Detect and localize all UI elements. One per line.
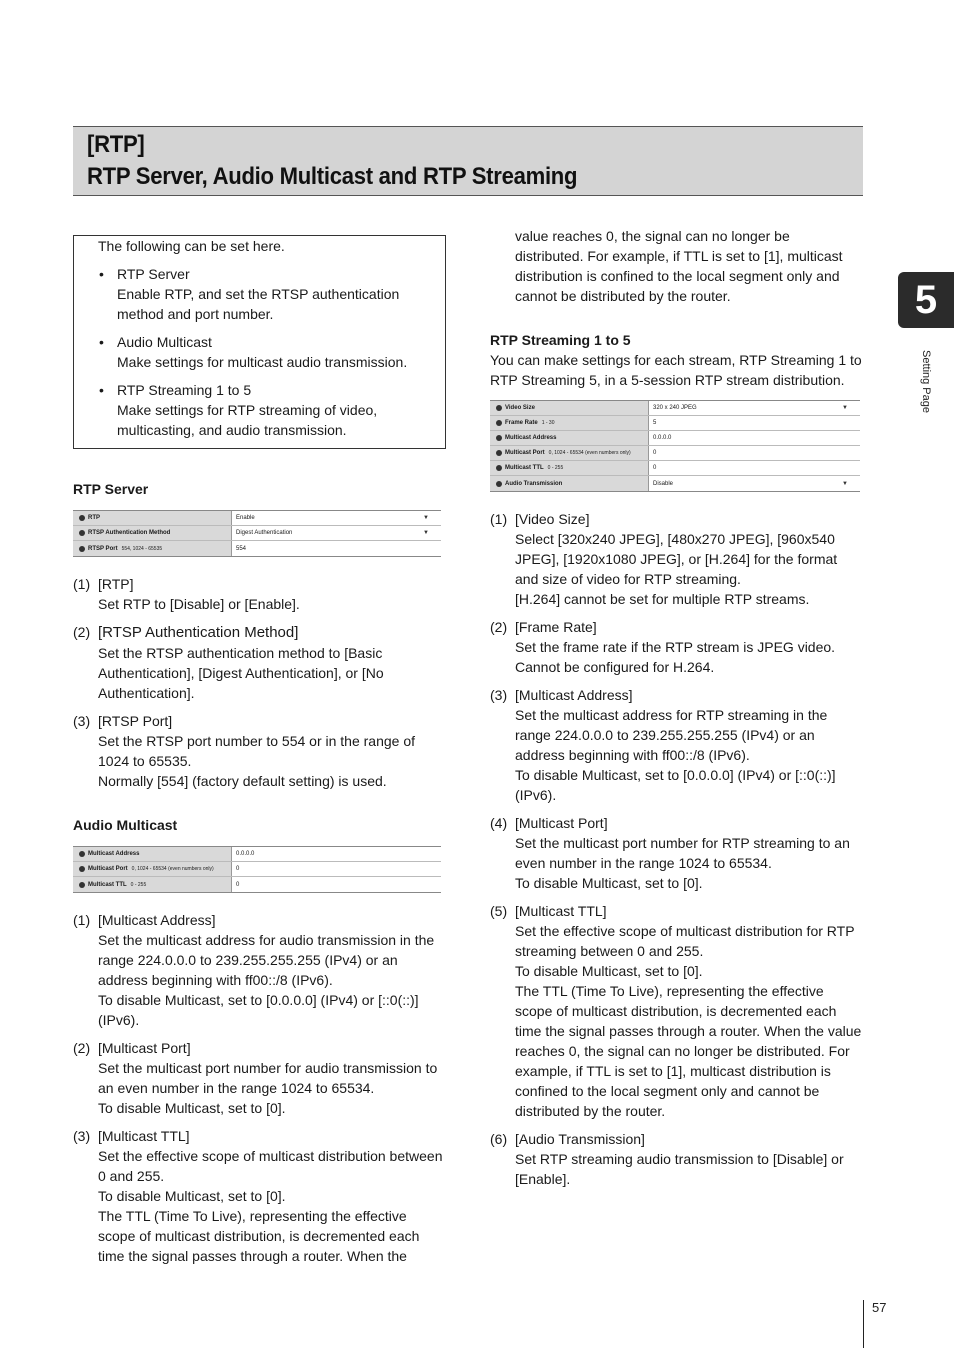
chevron-down-icon: ▼ — [842, 405, 848, 411]
help-icon — [496, 450, 502, 456]
help-icon — [496, 435, 502, 441]
table-row — [73, 526, 441, 541]
item-text: To disable Multicast, set to [0]. — [98, 1100, 286, 1116]
setting-key: Multicast Address — [505, 435, 557, 441]
item-head: [RTP] — [98, 576, 134, 592]
item-head: [RTSP Authentication Method] — [98, 624, 299, 641]
intro-item-head: Audio Multicast — [117, 334, 212, 350]
item-head: [Audio Transmission] — [515, 1131, 645, 1147]
item-text: Set RTP streaming audio transmission to [Disable] or [Enable]. — [515, 1151, 844, 1187]
left-column — [73, 235, 445, 1274]
rtp-server-items — [73, 574, 445, 791]
item-text: To disable Multicast, set to [0.0.0.0] (IPv4) or [::0(::)] (IPv6). — [98, 992, 419, 1028]
help-icon — [79, 851, 85, 857]
intro-item-text: Make settings for multicast audio transmission. — [117, 354, 408, 370]
item-text: Set the multicast address for audio transmission in the range 224.0.0.0 to 239.255.255.255 (IPv4) or an address beginning with ff00::/8 (IPv6). — [98, 932, 435, 988]
setting-key: Multicast Port — [505, 450, 545, 456]
rtp-streaming-items — [490, 509, 862, 1189]
rtp-server-heading: RTP Server — [73, 481, 149, 497]
rtsp-auth-select[interactable]: Digest Authentication ▼ — [231, 526, 441, 540]
item-head: [Multicast TTL] — [98, 1128, 190, 1144]
table-row — [73, 877, 441, 892]
multicast-ttl-input[interactable]: 0 — [231, 877, 441, 892]
item-text: Set the RTSP authentication method to [Basic Authentication], [Digest Authentication], or [No Authentication]. — [98, 645, 384, 701]
chevron-down-icon: ▼ — [423, 515, 429, 521]
table-row — [490, 461, 860, 476]
intro-item-text: Enable RTP, and set the RTSP authentication method and port number. — [117, 286, 400, 322]
item-text: Set the effective scope of multicast distribution for RTP streaming between 0 and 255. — [515, 923, 855, 959]
table-row — [490, 446, 860, 461]
setting-key: RTSP Port — [88, 545, 118, 552]
setting-key: Multicast Port — [88, 866, 128, 872]
item-text: Normally [554] (factory default setting) is used. — [98, 773, 387, 789]
right-column — [490, 226, 862, 1197]
setting-range: 0 - 255 — [130, 881, 147, 888]
setting-range: 0, 1024 - 65534 (even numbers only) — [131, 866, 214, 872]
intro-lead: The following can be set here. — [98, 238, 285, 254]
list-item: (3) [Multicast Address] Set the multicast address for RTP streaming in the range 224.0.0.0 to 239.255.255.255 (IPv4) or an address beginning with ff00::/8 (IPv6). To disable Multicast, set to [0.0.0.0] (IPv4) or [::0(::)] (IPv6). — [490, 687, 836, 803]
page-number: 57 — [872, 1300, 887, 1315]
intro-list — [98, 264, 435, 440]
continued-text: value reaches 0, the signal can no longer be distributed. For example, if TTL is set to [1], multicast distribution is confined to the local segment only and cannot be distributed by the router. — [515, 228, 843, 304]
item-text: To disable Multicast, set to [0]. — [98, 1188, 286, 1204]
item-text: The TTL (Time To Live), representing the effective scope of multicast distribution, is decremented each time the signal passes through a router. When the value reaches 0, the signal can no longer be distributed. For example, if TTL is set to [1], multicast distribution is confined to the local segment only and cannot be distributed by the router. — [515, 983, 862, 1119]
list-item: (1) [RTP] Set RTP to [Disable] or [Enable]. — [73, 576, 300, 612]
multicast-port-input[interactable]: 0 — [648, 446, 860, 460]
frame-rate-input[interactable]: 5 — [648, 416, 860, 430]
side-label: Setting Page — [920, 350, 932, 413]
video-size-select[interactable]: 320 x 240 JPEG ▼ — [648, 401, 860, 415]
rtp-server-settings-table — [73, 510, 441, 557]
setting-key: Frame Rate — [505, 420, 538, 426]
item-text: Set the frame rate if the RTP stream is JPEG video. — [515, 639, 836, 655]
table-row — [73, 541, 441, 556]
item-head: [Multicast Address] — [515, 687, 633, 703]
intro-item-text: Make settings for RTP streaming of video, multicasting, and audio transmission. — [117, 402, 378, 438]
intro-item — [98, 332, 435, 372]
list-item: (4) [Multicast Port] Set the multicast port number for RTP streaming to an even number in the range 1024 to 65534. To disable Multicast, set to [0]. — [490, 815, 850, 891]
chevron-down-icon: ▼ — [423, 530, 429, 536]
section-title-line1: [RTP] — [87, 131, 145, 158]
help-icon — [496, 420, 502, 426]
multicast-address-input[interactable]: 0.0.0.0 — [648, 431, 860, 445]
list-item: (2) [Frame Rate] Set the frame rate if the RTP stream is JPEG video. Cannot be configured for H.264. — [490, 619, 836, 675]
table-row — [73, 862, 441, 877]
item-text: The TTL (Time To Live), representing the effective scope of multicast distribution, is decremented each time the signal passes through a router. When the — [98, 1208, 420, 1264]
help-icon — [79, 530, 85, 536]
setting-range: 0, 1024 - 65534 (even numbers only) — [548, 450, 631, 456]
setting-key: RTP — [88, 515, 100, 521]
list-item: (2) [RTSP Authentication Method] Set the RTSP authentication method to [Basic Authentication], [Digest Authentication], or [No Authentication]. — [73, 624, 384, 701]
list-item: (1) [Video Size] Select [320x240 JPEG], [480x270 JPEG], [960x540 JPEG], [1920x1080 JPEG], or [H.264] for the format and size of video for RTP streaming. [H.264] cannot be set for multiple RTP streams. — [490, 511, 838, 607]
table-row — [73, 847, 441, 862]
rtp-streaming-settings-table — [490, 400, 860, 492]
intro-item-head: RTP Streaming 1 to 5 — [117, 382, 252, 398]
audio-multicast-settings-table — [73, 846, 441, 893]
list-item: (3) [Multicast TTL] Set the effective scope of multicast distribution between 0 and 255. To disable Multicast, set to [0]. The TTL (Time To Live), representing the effective scope of multicast distribution, is decremented each time the signal passes through a router. When the — [73, 1128, 443, 1264]
item-text: To disable Multicast, set to [0]. — [515, 963, 703, 979]
item-head: [Frame Rate] — [515, 619, 597, 635]
setting-range: 1 - 30 — [541, 420, 555, 426]
list-item: (2) [Multicast Port] Set the multicast port number for audio transmission to an even number in the range 1024 to 65534. To disable Multicast, set to [0]. — [73, 1040, 438, 1116]
item-head: [Multicast Port] — [98, 1040, 191, 1056]
help-icon — [79, 546, 85, 552]
setting-key: Multicast Address — [88, 851, 140, 857]
list-item: (1) [Multicast Address] Set the multicast address for audio transmission in the range 224.0.0.0 to 239.255.255.255 (IPv4) or an address beginning with ff00::/8 (IPv6). To disable Multicast, set to [0.0.0.0] (IPv4) or [::0(::)] (IPv6). — [73, 912, 435, 1028]
help-icon — [496, 481, 502, 487]
item-text: To disable Multicast, set to [0.0.0.0] (IPv4) or [::0(::)] (IPv6). — [515, 767, 836, 803]
intro-item — [98, 264, 435, 324]
table-row — [490, 431, 860, 446]
rtp-streaming-intro: You can make settings for each stream, RTP Streaming 1 to RTP Streaming 5, in a 5-session RTP stream distribution. — [490, 352, 862, 388]
item-head: [Video Size] — [515, 511, 590, 527]
setting-range: 554, 1024 - 65535 — [121, 545, 163, 552]
section-title-line2: RTP Server, Audio Multicast and RTP Streaming — [87, 163, 578, 190]
intro-box — [73, 235, 446, 449]
audio-multicast-items — [73, 910, 445, 1266]
audio-multicast-heading: Audio Multicast — [73, 817, 178, 833]
item-head: [Multicast TTL] — [515, 903, 607, 919]
setting-key: Video Size — [505, 405, 535, 411]
setting-key: Multicast TTL — [505, 465, 544, 471]
setting-range: 0 - 255 — [547, 465, 564, 471]
item-head: [Multicast Port] — [515, 815, 608, 831]
rtp-select[interactable]: Enable ▼ — [231, 511, 441, 525]
multicast-address-input[interactable]: 0.0.0.0 — [231, 847, 441, 861]
table-row — [73, 511, 441, 526]
page-number-rule — [863, 1300, 864, 1348]
item-text: [H.264] cannot be set for multiple RTP streams. — [515, 591, 810, 607]
rtp-streaming-heading: RTP Streaming 1 to 5 — [490, 332, 631, 348]
item-text: Set the multicast address for RTP streaming in the range 224.0.0.0 to 239.255.255.255 (IPv4) or an address beginning with ff00::/8 (IPv6). — [515, 707, 828, 763]
table-row — [490, 401, 860, 416]
item-text: Set the effective scope of multicast distribution between 0 and 255. — [98, 1148, 443, 1184]
help-icon — [79, 882, 85, 888]
list-item: (5) [Multicast TTL] Set the effective scope of multicast distribution for RTP streaming between 0 and 255. To disable Multicast, set to [0]. The TTL (Time To Live), representing the effective scope of multicast distribution, is decremented each time the signal passes through a router. When the value reaches 0, the signal can no longer be distributed. For example, if TTL is set to [1], multicast distribution is confined to the local segment only and cannot be distributed by the router. — [490, 903, 862, 1119]
intro-item-head: RTP Server — [117, 266, 190, 282]
item-head: [Multicast Address] — [98, 912, 216, 928]
section-title-band — [73, 126, 863, 196]
item-text: Set the multicast port number for audio transmission to an even number in the range 1024 to 65534. — [98, 1060, 438, 1096]
item-text: Set the multicast port number for RTP streaming to an even number in the range 1024 to 65534. — [515, 835, 850, 871]
setting-key: Audio Transmission — [505, 480, 563, 487]
multicast-port-input[interactable]: 0 — [231, 862, 441, 876]
chapter-tab: 5 — [898, 272, 954, 328]
help-icon — [79, 866, 85, 872]
help-icon — [79, 515, 85, 521]
item-text: Set the RTSP port number to 554 or in the range of 1024 to 65535. — [98, 733, 416, 769]
item-text: To disable Multicast, set to [0]. — [515, 875, 703, 891]
rtsp-port-input[interactable]: 554 — [231, 541, 441, 556]
help-icon — [496, 465, 502, 471]
multicast-ttl-input[interactable]: 0 — [648, 461, 860, 475]
setting-key: Multicast TTL — [88, 881, 127, 888]
item-text: Cannot be configured for H.264. — [515, 659, 715, 675]
list-item: (6) [Audio Transmission] Set RTP streaming audio transmission to [Disable] or [Enable]. — [490, 1131, 844, 1187]
intro-item — [98, 380, 435, 440]
list-item: (3) [RTSP Port] Set the RTSP port number to 554 or in the range of 1024 to 65535. Normally [554] (factory default setting) is used. — [73, 713, 416, 789]
table-row — [490, 416, 860, 431]
chevron-down-icon: ▼ — [842, 480, 848, 487]
table-row — [490, 476, 860, 491]
audio-transmission-select[interactable]: Disable ▼ — [648, 476, 860, 491]
item-head: [RTSP Port] — [98, 713, 173, 729]
help-icon — [496, 405, 502, 411]
setting-key: RTSP Authentication Method — [88, 530, 171, 536]
item-text: Set RTP to [Disable] or [Enable]. — [98, 596, 300, 612]
item-text: Select [320x240 JPEG], [480x270 JPEG], [960x540 JPEG], [1920x1080 JPEG], or [H.264] for the format and size of video for RTP streaming. — [515, 531, 838, 587]
